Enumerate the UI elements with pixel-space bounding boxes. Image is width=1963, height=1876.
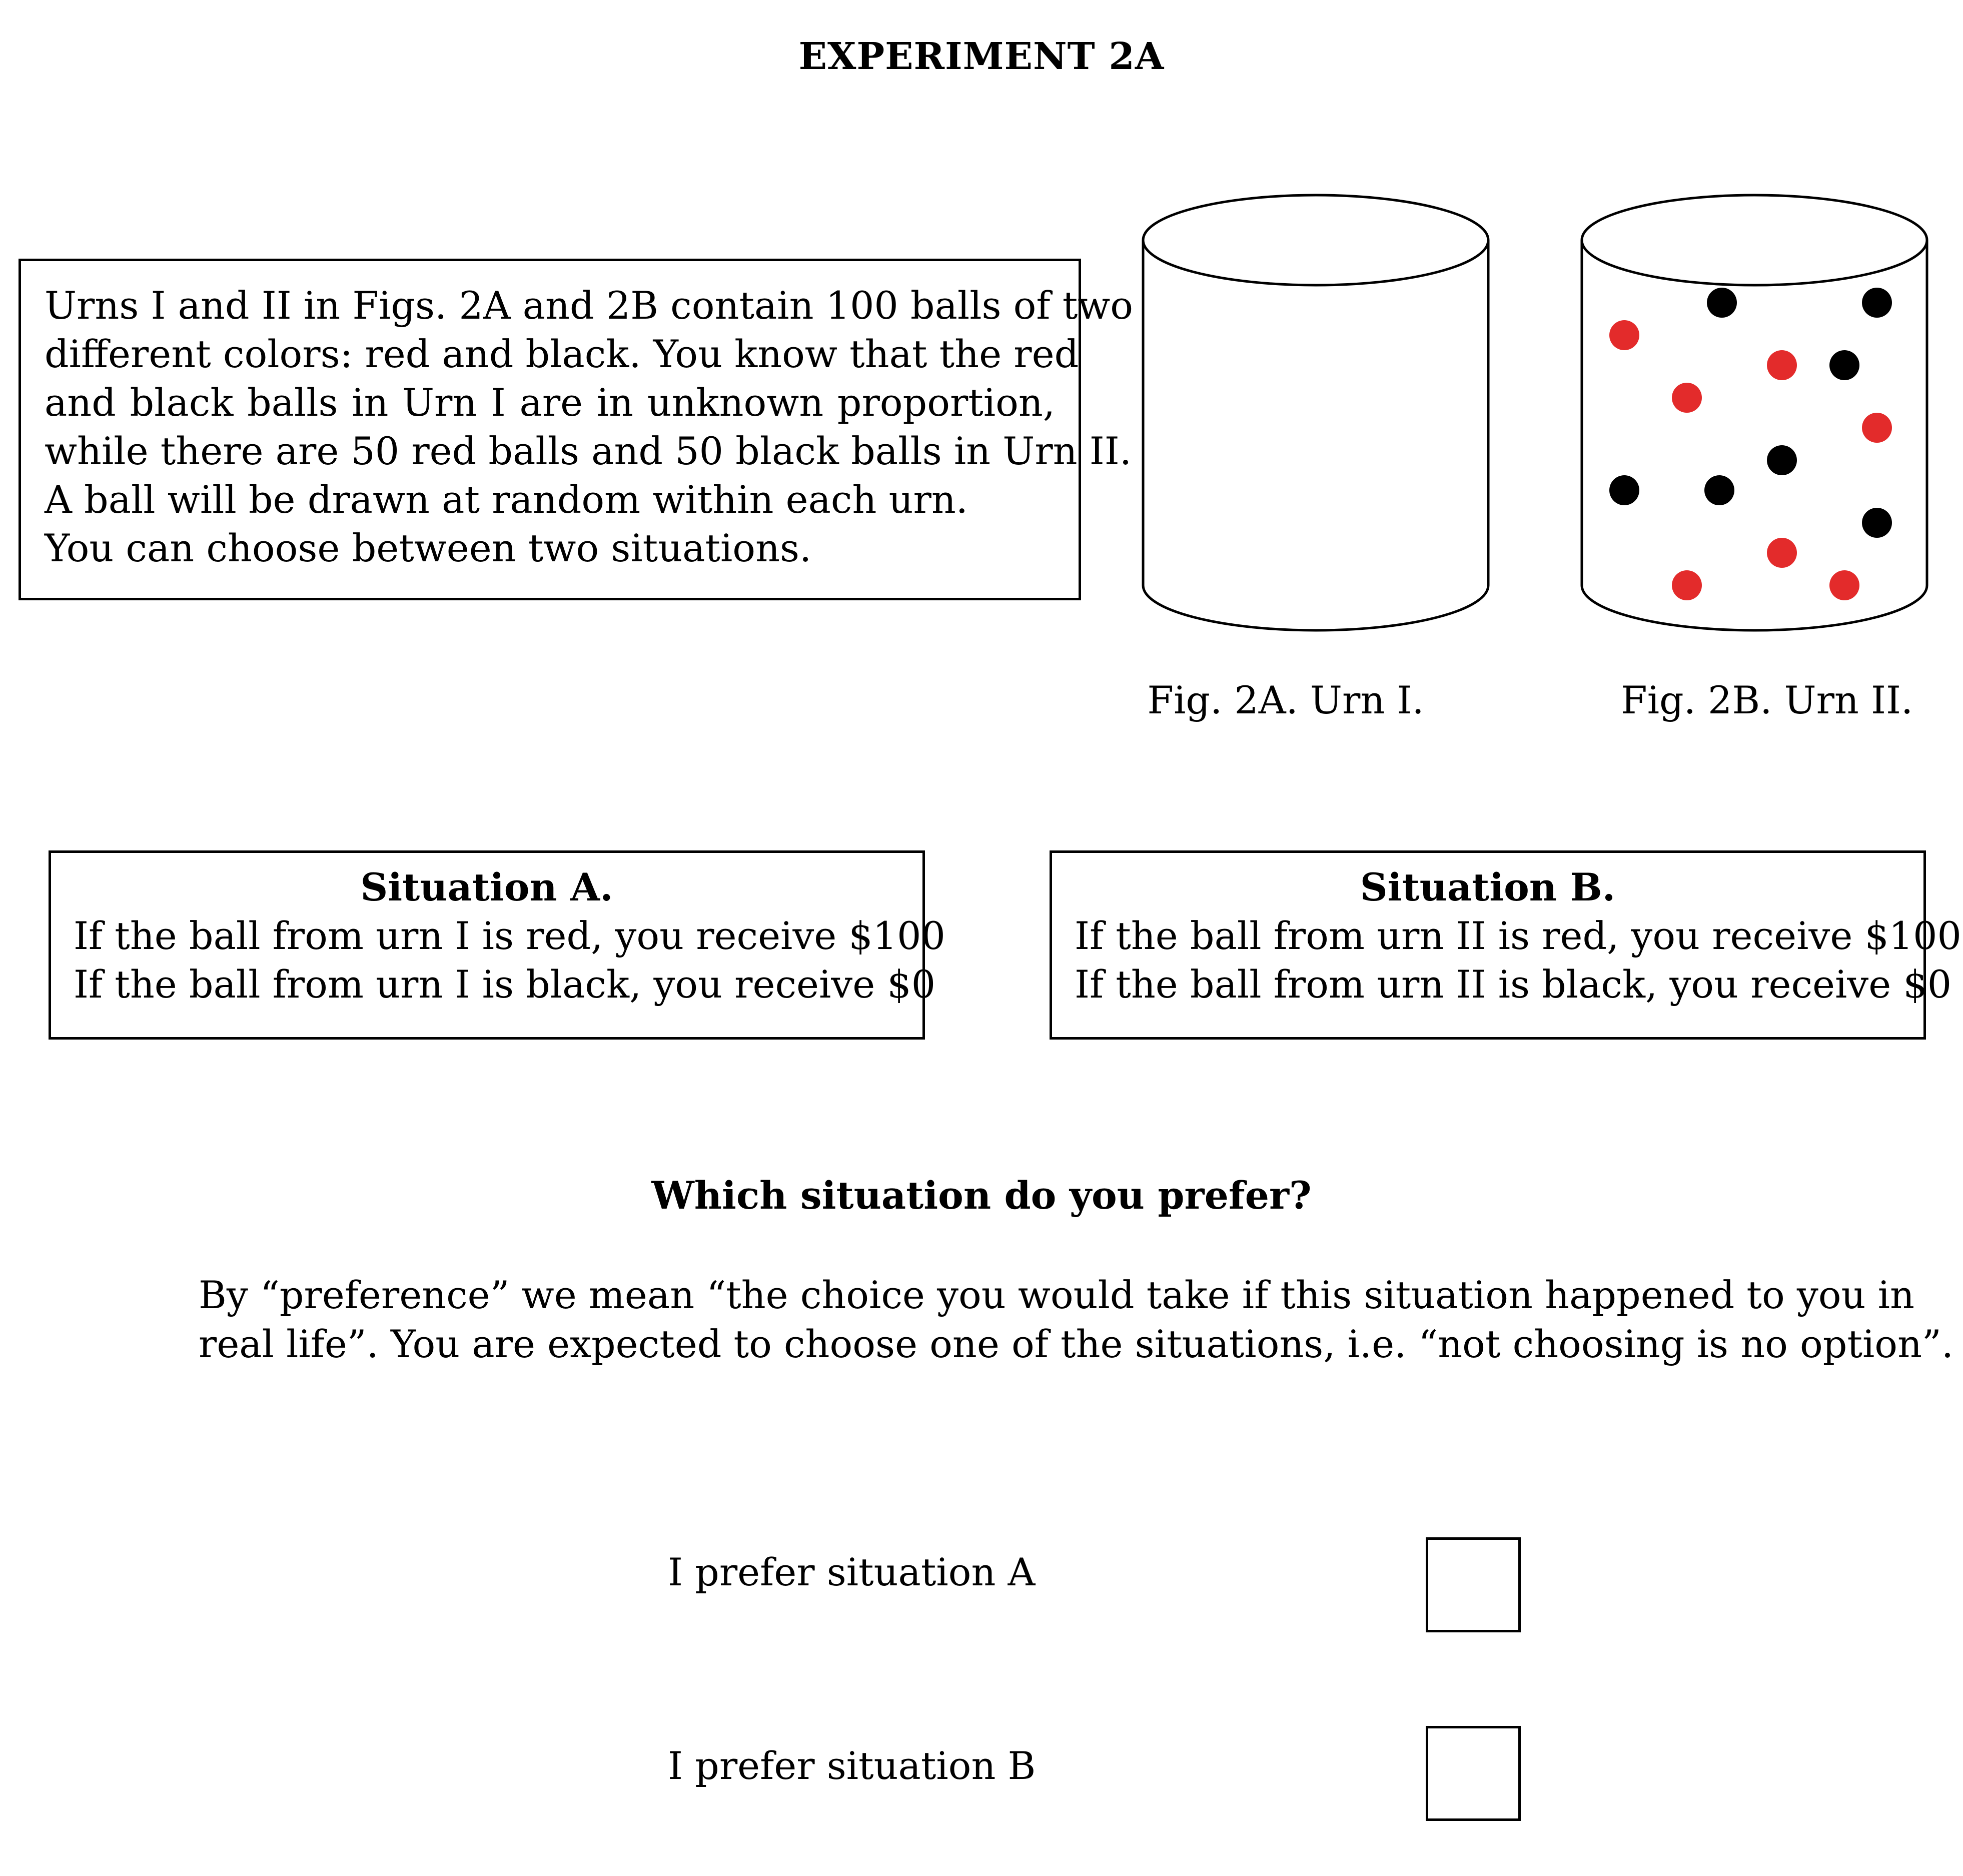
situation-b-box (1050, 850, 1961, 1040)
intro-line: and black balls in Urn I are in unknown proportion, (45, 380, 1055, 425)
choice-b-checkbox[interactable] (1426, 1726, 1521, 1821)
urn-1-figure (1141, 193, 1491, 638)
question-heading: Which situation do you prefer? (651, 1173, 1312, 1218)
situation-a-title: Situation A. (360, 865, 613, 909)
explanation-text (199, 1271, 1954, 1369)
intro-line: You can choose between two situations. (45, 526, 812, 570)
black-ball (1862, 508, 1892, 538)
explanation-line: real life”. You are expected to choose one of the situations, i.e. “not choosing is no option”. (199, 1322, 1954, 1366)
urn-2-caption: Fig. 2B. Urn II. (1621, 678, 1913, 722)
red-ball (1767, 350, 1797, 380)
intro-line: while there are 50 red balls and 50 black balls in Urn II. (45, 429, 1132, 473)
situation-a-line: If the ball from urn I is black, you receive $0 (74, 962, 936, 1007)
black-ball (1862, 288, 1892, 318)
situation-b-line: If the ball from urn II is red, you receive $100 (1075, 913, 1961, 958)
intro-line: A ball will be drawn at random within each urn. (45, 477, 968, 522)
choice-b-label: I prefer situation B (668, 1743, 1036, 1788)
black-ball (1767, 445, 1797, 475)
red-ball (1767, 538, 1797, 568)
black-ball (1829, 350, 1859, 380)
situation-b-line: If the ball from urn II is black, you receive $0 (1075, 962, 1952, 1007)
red-ball (1672, 383, 1702, 413)
intro-text-box (19, 259, 1134, 600)
red-ball (1609, 320, 1639, 350)
red-ball (1829, 570, 1859, 600)
urn-1-caption: Fig. 2A. Urn I. (1147, 678, 1424, 722)
choice-a-label: I prefer situation A (668, 1550, 1036, 1594)
intro-line: different colors: red and black. You know that the red (45, 332, 1079, 376)
red-ball (1862, 413, 1892, 443)
red-ball (1672, 570, 1702, 600)
urn-2-figure (1579, 193, 1929, 638)
situation-b-title: Situation B. (1360, 865, 1616, 909)
explanation-line: By “preference” we mean “the choice you would take if this situation happened to you in (199, 1273, 1914, 1317)
black-ball (1707, 288, 1737, 318)
choice-a-checkbox[interactable] (1426, 1537, 1521, 1632)
situation-a-line: If the ball from urn I is red, you receive $100 (74, 913, 945, 958)
page-title: EXPERIMENT 2A (798, 35, 1165, 78)
situation-a-box (49, 850, 945, 1040)
intro-line: Urns I and II in Figs. 2A and 2B contain 100 balls of two (45, 283, 1134, 328)
black-ball (1609, 475, 1639, 505)
black-ball (1704, 475, 1734, 505)
